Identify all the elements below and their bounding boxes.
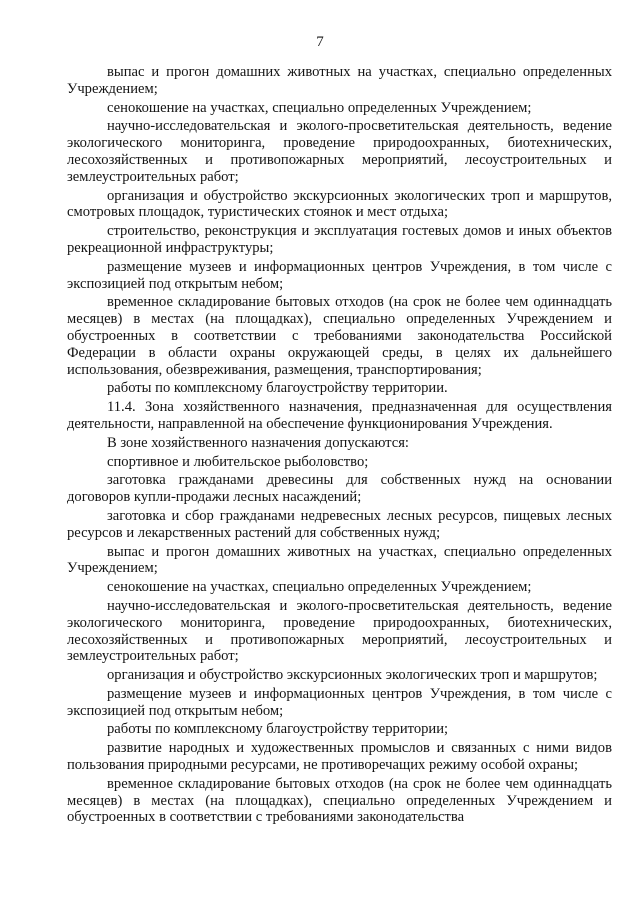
paragraph: организация и обустройство экскурсионных экологических троп и маршрутов, смотровых площадок, туристических стоянок и мест отдыха; bbox=[67, 187, 612, 221]
paragraph: выпас и прогон домашних животных на участках, специально определенных Учреждением; bbox=[67, 64, 612, 97]
paragraph: временное складирование бытовых отходов (на срок не более чем одиннадцать месяцев) в местах (на площадках), специально определенных Учреждением и обустроенных в соответствии с требованиями законодательства bbox=[67, 775, 612, 826]
paragraph: временное складирование бытовых отходов (на срок не более чем одиннадцать месяцев) в местах (на площадках), специально определенных Учреждением и обустроенных в соответствии с требованиями законодательства Российской Федерации в области охраны окружающей среды, в целях их дальнейшего использования, обезвреживания, размещения, транспортирования; bbox=[67, 294, 612, 378]
document-body bbox=[67, 64, 612, 828]
paragraph: В зоне хозяйственного назначения допускаются: bbox=[107, 434, 409, 451]
paragraph: научно-исследовательская и эколого-просветительская деятельность, ведение экологического мониторинга, проведение природоохранных, биотехнических, лесохозяйственных и противопожарных мероприятий, лесоустроительных и землеустроительных работ; bbox=[67, 597, 612, 665]
paragraph: строительство, реконструкция и эксплуатация гостевых домов и иных объектов рекреационной инфраструктуры; bbox=[67, 223, 612, 256]
paragraph: выпас и прогон домашних животных на участках, специально определенных Учреждением; bbox=[67, 543, 612, 577]
paragraph: научно-исследовательская и эколого-просветительская деятельность, ведение экологического мониторинга, проведение природоохранных, биотехнических, лесохозяйственных и противопожарных мероприятий, лесоустроительных и землеустроительных работ; bbox=[67, 118, 612, 185]
paragraph: развитие народных и художественных промыслов и связанных с ними видов пользования природными ресурсами, не противоречащих режиму особой охраны; bbox=[67, 740, 612, 774]
section-heading-paragraph: 11.4. Зона хозяйственного назначения, предназначенная для осуществления деятельности, направленной на обеспечение функционирования Учреждения. bbox=[67, 399, 612, 432]
paragraph: работы по комплексному благоустройству территории; bbox=[107, 721, 449, 738]
paragraph: размещение музеев и информационных центров Учреждения, в том числе с экспозицией под открытым небом; bbox=[67, 258, 612, 292]
paragraph: сенокошение на участках, специально определенных Учреждением; bbox=[107, 99, 532, 116]
paragraph: работы по комплексному благоустройству территории. bbox=[107, 380, 448, 397]
paragraph: заготовка гражданами древесины для собственных нужд на основании договоров купли-продажи лесных насаждений; bbox=[67, 472, 612, 506]
paragraph: сенокошение на участках, специально определенных Учреждением; bbox=[107, 579, 532, 596]
page-number: 7 bbox=[316, 34, 324, 50]
paragraph: спортивное и любительское рыболовство; bbox=[107, 453, 369, 470]
paragraph: организация и обустройство экскурсионных экологических троп и маршрутов; bbox=[107, 667, 598, 684]
paragraph: заготовка и сбор гражданами недревесных лесных ресурсов, пищевых лесных ресурсов и лекарственных растений для собственных нужд; bbox=[67, 507, 612, 541]
paragraph: размещение музеев и информационных центров Учреждения, в том числе с экспозицией под открытым небом; bbox=[67, 685, 612, 719]
